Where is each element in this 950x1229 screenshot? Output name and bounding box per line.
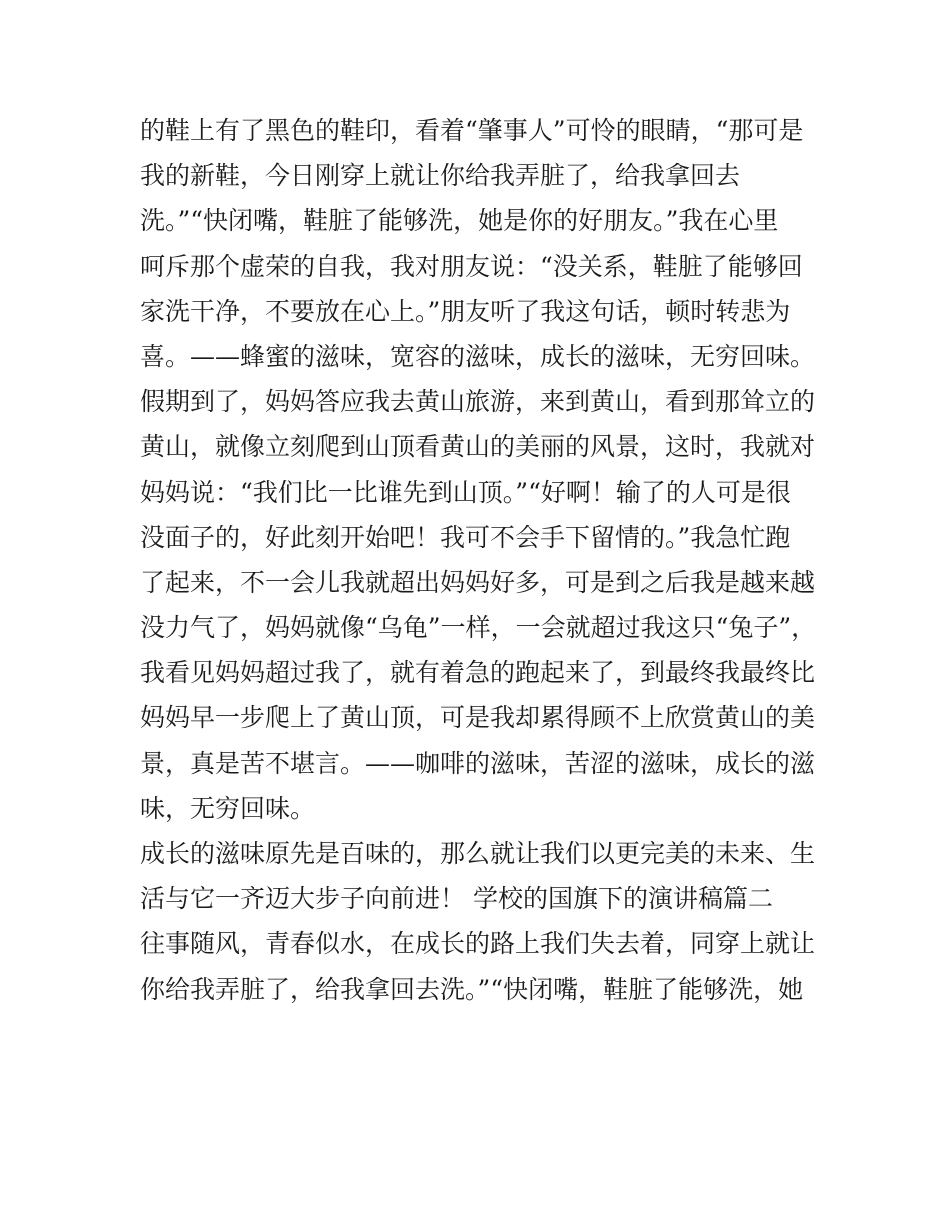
- text-line: 家洗干净，不要放在心上。”朋友听了我这句话，顿时转悲为: [140, 296, 791, 326]
- text-line: 假期到了，妈妈答应我去黄山旅游，来到黄山，看到那耸立的: [140, 387, 816, 417]
- text-line: 味，无穷回味。: [140, 793, 316, 823]
- text-line: 活与它一齐迈大步子向前进！ 学校的国旗下的演讲稿篇二: [140, 884, 773, 914]
- text-line: 没面子的，好此刻开始吧！我可不会手下留情的。”我急忙跑: [140, 522, 791, 552]
- text-line: 往事随风，青春似水，在成长的路上我们失去着，同穿上就让: [140, 929, 816, 959]
- text-line: 呵斥那个虚荣的自我，我对朋友说：“没关系，鞋脏了能够回: [140, 251, 803, 281]
- text-line: 喜。——蜂蜜的滋味，宽容的滋味，成长的滋味，无穷回味。: [140, 341, 816, 371]
- text-line: 景，真是苦不堪言。——咖啡的滋味，苦涩的滋味，成长的滋: [140, 748, 816, 778]
- text-line: 我看见妈妈超过我了，就有着急的跑起来了，到最终我最终比: [140, 658, 816, 688]
- text-line: 妈妈说：“我们比一比谁先到山顶。”“好啊！输了的人可是很: [140, 477, 791, 507]
- text-line: 我的新鞋，今日刚穿上就让你给我弄脏了，给我拿回去: [140, 161, 741, 191]
- text-line: 你给我弄脏了，给我拿回去洗。”“快闭嘴，鞋脏了能够洗，她: [140, 974, 804, 1004]
- text-line: 洗。”“快闭嘴，鞋脏了能够洗，她是你的好朋友。”我在心里: [140, 206, 779, 236]
- text-line: 黄山，就像立刻爬到山顶看黄山的美丽的风景，这时，我就对: [140, 432, 816, 462]
- body-text: [140, 108, 820, 1012]
- text-line: 妈妈早一步爬上了黄山顶，可是我却累得顾不上欣赏黄山的美: [140, 703, 816, 733]
- text-line: 没力气了，妈妈就像“乌龟”一样，一会就超过我这只“兔子”，: [140, 613, 817, 643]
- text-line: 了起来，不一会儿我就超出妈妈好多，可是到之后我是越来越: [140, 567, 816, 597]
- text-line: 成长的滋味原先是百味的，那么就让我们以更完美的未来、生: [140, 839, 816, 868]
- text-line: 的鞋上有了黑色的鞋印，看着“肇事人”可怜的眼睛，“那可是: [140, 116, 804, 145]
